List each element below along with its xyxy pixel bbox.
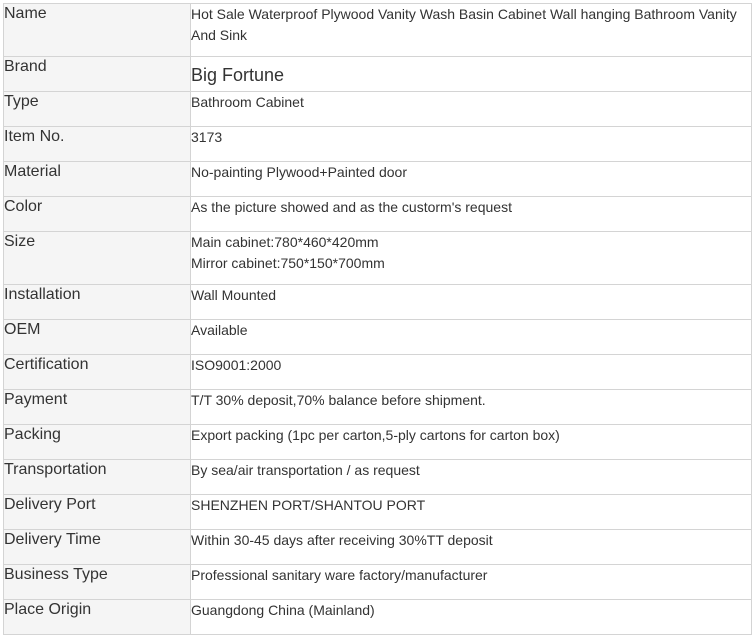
spec-value: Export packing (1pc per carton,5-ply cartons for carton box) xyxy=(191,425,752,460)
spec-label: OEM xyxy=(4,320,191,355)
spec-label: Transportation xyxy=(4,460,191,495)
spec-value: No-painting Plywood+Painted door xyxy=(191,162,752,197)
spec-label: Item No. xyxy=(4,127,191,162)
spec-label: Size xyxy=(4,232,191,285)
spec-value xyxy=(191,232,752,285)
spec-label: Business Type xyxy=(4,565,191,600)
spec-row-transportation xyxy=(4,460,752,495)
spec-value: Wall Mounted xyxy=(191,285,752,320)
spec-row-item-no xyxy=(4,127,752,162)
spec-row-installation xyxy=(4,285,752,320)
spec-label: Place Origin xyxy=(4,600,191,635)
spec-row-material xyxy=(4,162,752,197)
spec-row-payment xyxy=(4,390,752,425)
spec-value: Guangdong China (Mainland) xyxy=(191,600,752,635)
spec-row-delivery-time xyxy=(4,530,752,565)
spec-value: SHENZHEN PORT/SHANTOU PORT xyxy=(191,495,752,530)
spec-value: By sea/air transportation / as request xyxy=(191,460,752,495)
spec-label: Delivery Time xyxy=(4,530,191,565)
spec-value: Within 30-45 days after receiving 30%TT deposit xyxy=(191,530,752,565)
spec-row-brand xyxy=(4,57,752,92)
spec-label: Type xyxy=(4,92,191,127)
spec-value: 3173 xyxy=(191,127,752,162)
spec-value-line: Mirror cabinet:750*150*700mm xyxy=(191,255,385,271)
spec-value: Big Fortune xyxy=(191,57,752,92)
spec-value: As the picture showed and as the custorm's request xyxy=(191,197,752,232)
product-spec-table xyxy=(3,3,752,635)
spec-label: Color xyxy=(4,197,191,232)
spec-label: Payment xyxy=(4,390,191,425)
spec-row-packing xyxy=(4,425,752,460)
spec-value: T/T 30% deposit,70% balance before shipment. xyxy=(191,390,752,425)
spec-row-business-type xyxy=(4,565,752,600)
spec-label: Name xyxy=(4,4,191,57)
spec-value: Hot Sale Waterproof Plywood Vanity Wash Basin Cabinet Wall hanging Bathroom Vanity And Sink xyxy=(191,4,752,57)
spec-value: ISO9001:2000 xyxy=(191,355,752,390)
spec-label: Certification xyxy=(4,355,191,390)
spec-value: Bathroom Cabinet xyxy=(191,92,752,127)
spec-label: Delivery Port xyxy=(4,495,191,530)
spec-row-oem xyxy=(4,320,752,355)
spec-row-type xyxy=(4,92,752,127)
spec-row-name xyxy=(4,4,752,57)
spec-label: Brand xyxy=(4,57,191,92)
spec-value: Professional sanitary ware factory/manufacturer xyxy=(191,565,752,600)
spec-row-certification xyxy=(4,355,752,390)
spec-row-size xyxy=(4,232,752,285)
spec-row-delivery-port xyxy=(4,495,752,530)
spec-label: Material xyxy=(4,162,191,197)
spec-row-color xyxy=(4,197,752,232)
spec-label: Installation xyxy=(4,285,191,320)
spec-row-place-origin xyxy=(4,600,752,635)
spec-value: Available xyxy=(191,320,752,355)
spec-value-line: Main cabinet:780*460*420mm xyxy=(191,234,379,250)
spec-label: Packing xyxy=(4,425,191,460)
